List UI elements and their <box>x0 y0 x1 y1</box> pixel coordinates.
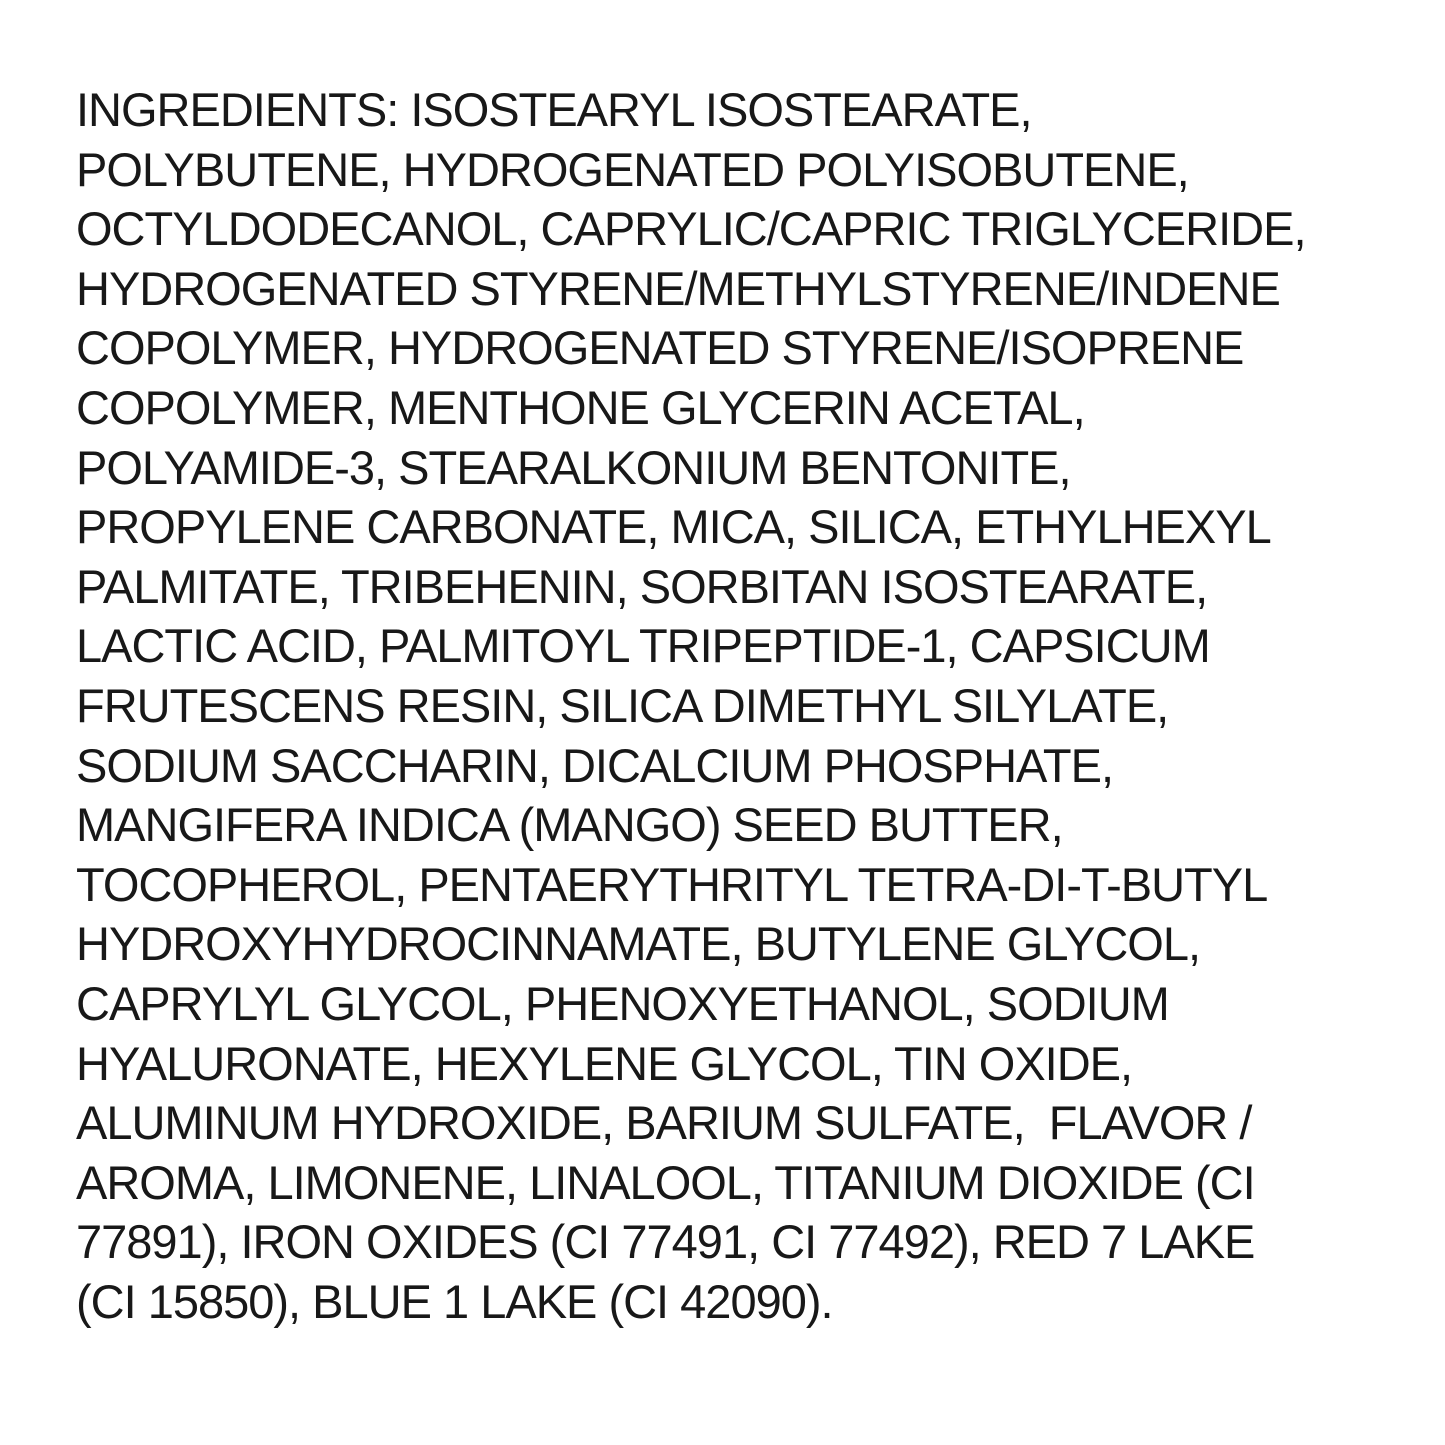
ingredients-line: HYALURONATE, HEXYLENE GLYCOL, TIN OXIDE, <box>76 1036 1133 1090</box>
ingredients-line: MANGIFERA INDICA (MANGO) SEED BUTTER, <box>76 798 1063 852</box>
ingredients-line: ALUMINUM HYDROXIDE, BARIUM SULFATE, FLAVOR / <box>76 1096 1252 1150</box>
ingredients-line: OCTYLDODECANOL, CAPRYLIC/CAPRIC TRIGLYCERIDE, <box>76 202 1306 256</box>
ingredients-line: HYDROGENATED STYRENE/METHYLSTYRENE/INDENE <box>76 261 1280 315</box>
ingredients-line: (CI 15850), BLUE 1 LAKE (CI 42090). <box>76 1274 833 1328</box>
ingredients-line: SODIUM SACCHARIN, DICALCIUM PHOSPHATE, <box>76 738 1114 792</box>
ingredients-line: POLYBUTENE, HYDROGENATED POLYISOBUTENE, <box>76 142 1189 196</box>
ingredients-line: 77891), IRON OXIDES (CI 77491, CI 77492), RED 7 LAKE <box>76 1215 1255 1269</box>
ingredients-line: TOCOPHEROL, PENTAERYTHRITYL TETRA-DI-T-BUTYL <box>76 857 1268 911</box>
ingredients-line: INGREDIENTS: ISOSTEARYL ISOSTEARATE, <box>76 83 1032 136</box>
ingredients-line: COPOLYMER, HYDROGENATED STYRENE/ISOPRENE <box>76 321 1244 375</box>
ingredients-line: POLYAMIDE-3, STEARALKONIUM BENTONITE, <box>76 440 1071 494</box>
ingredients-line: AROMA, LIMONENE, LINALOOL, TITANIUM DIOXIDE (CI <box>76 1155 1255 1209</box>
ingredients-line: FRUTESCENS RESIN, SILICA DIMETHYL SILYLATE, <box>76 678 1169 732</box>
ingredients-line: COPOLYMER, MENTHONE GLYCERIN ACETAL, <box>76 380 1085 434</box>
ingredients-line: HYDROXYHYDROCINNAMATE, BUTYLENE GLYCOL, <box>76 917 1201 971</box>
ingredients-line: PALMITATE, TRIBEHENIN, SORBITAN ISOSTEARATE, <box>76 559 1208 613</box>
ingredients-line: CAPRYLYL GLYCOL, PHENOXYETHANOL, SODIUM <box>76 976 1169 1030</box>
ingredients-label <box>76 80 1396 1331</box>
ingredients-line: PROPYLENE CARBONATE, MICA, SILICA, ETHYLHEXYL <box>76 500 1271 554</box>
ingredients-line: LACTIC ACID, PALMITOYL TRIPEPTIDE-1, CAPSICUM <box>76 619 1210 673</box>
